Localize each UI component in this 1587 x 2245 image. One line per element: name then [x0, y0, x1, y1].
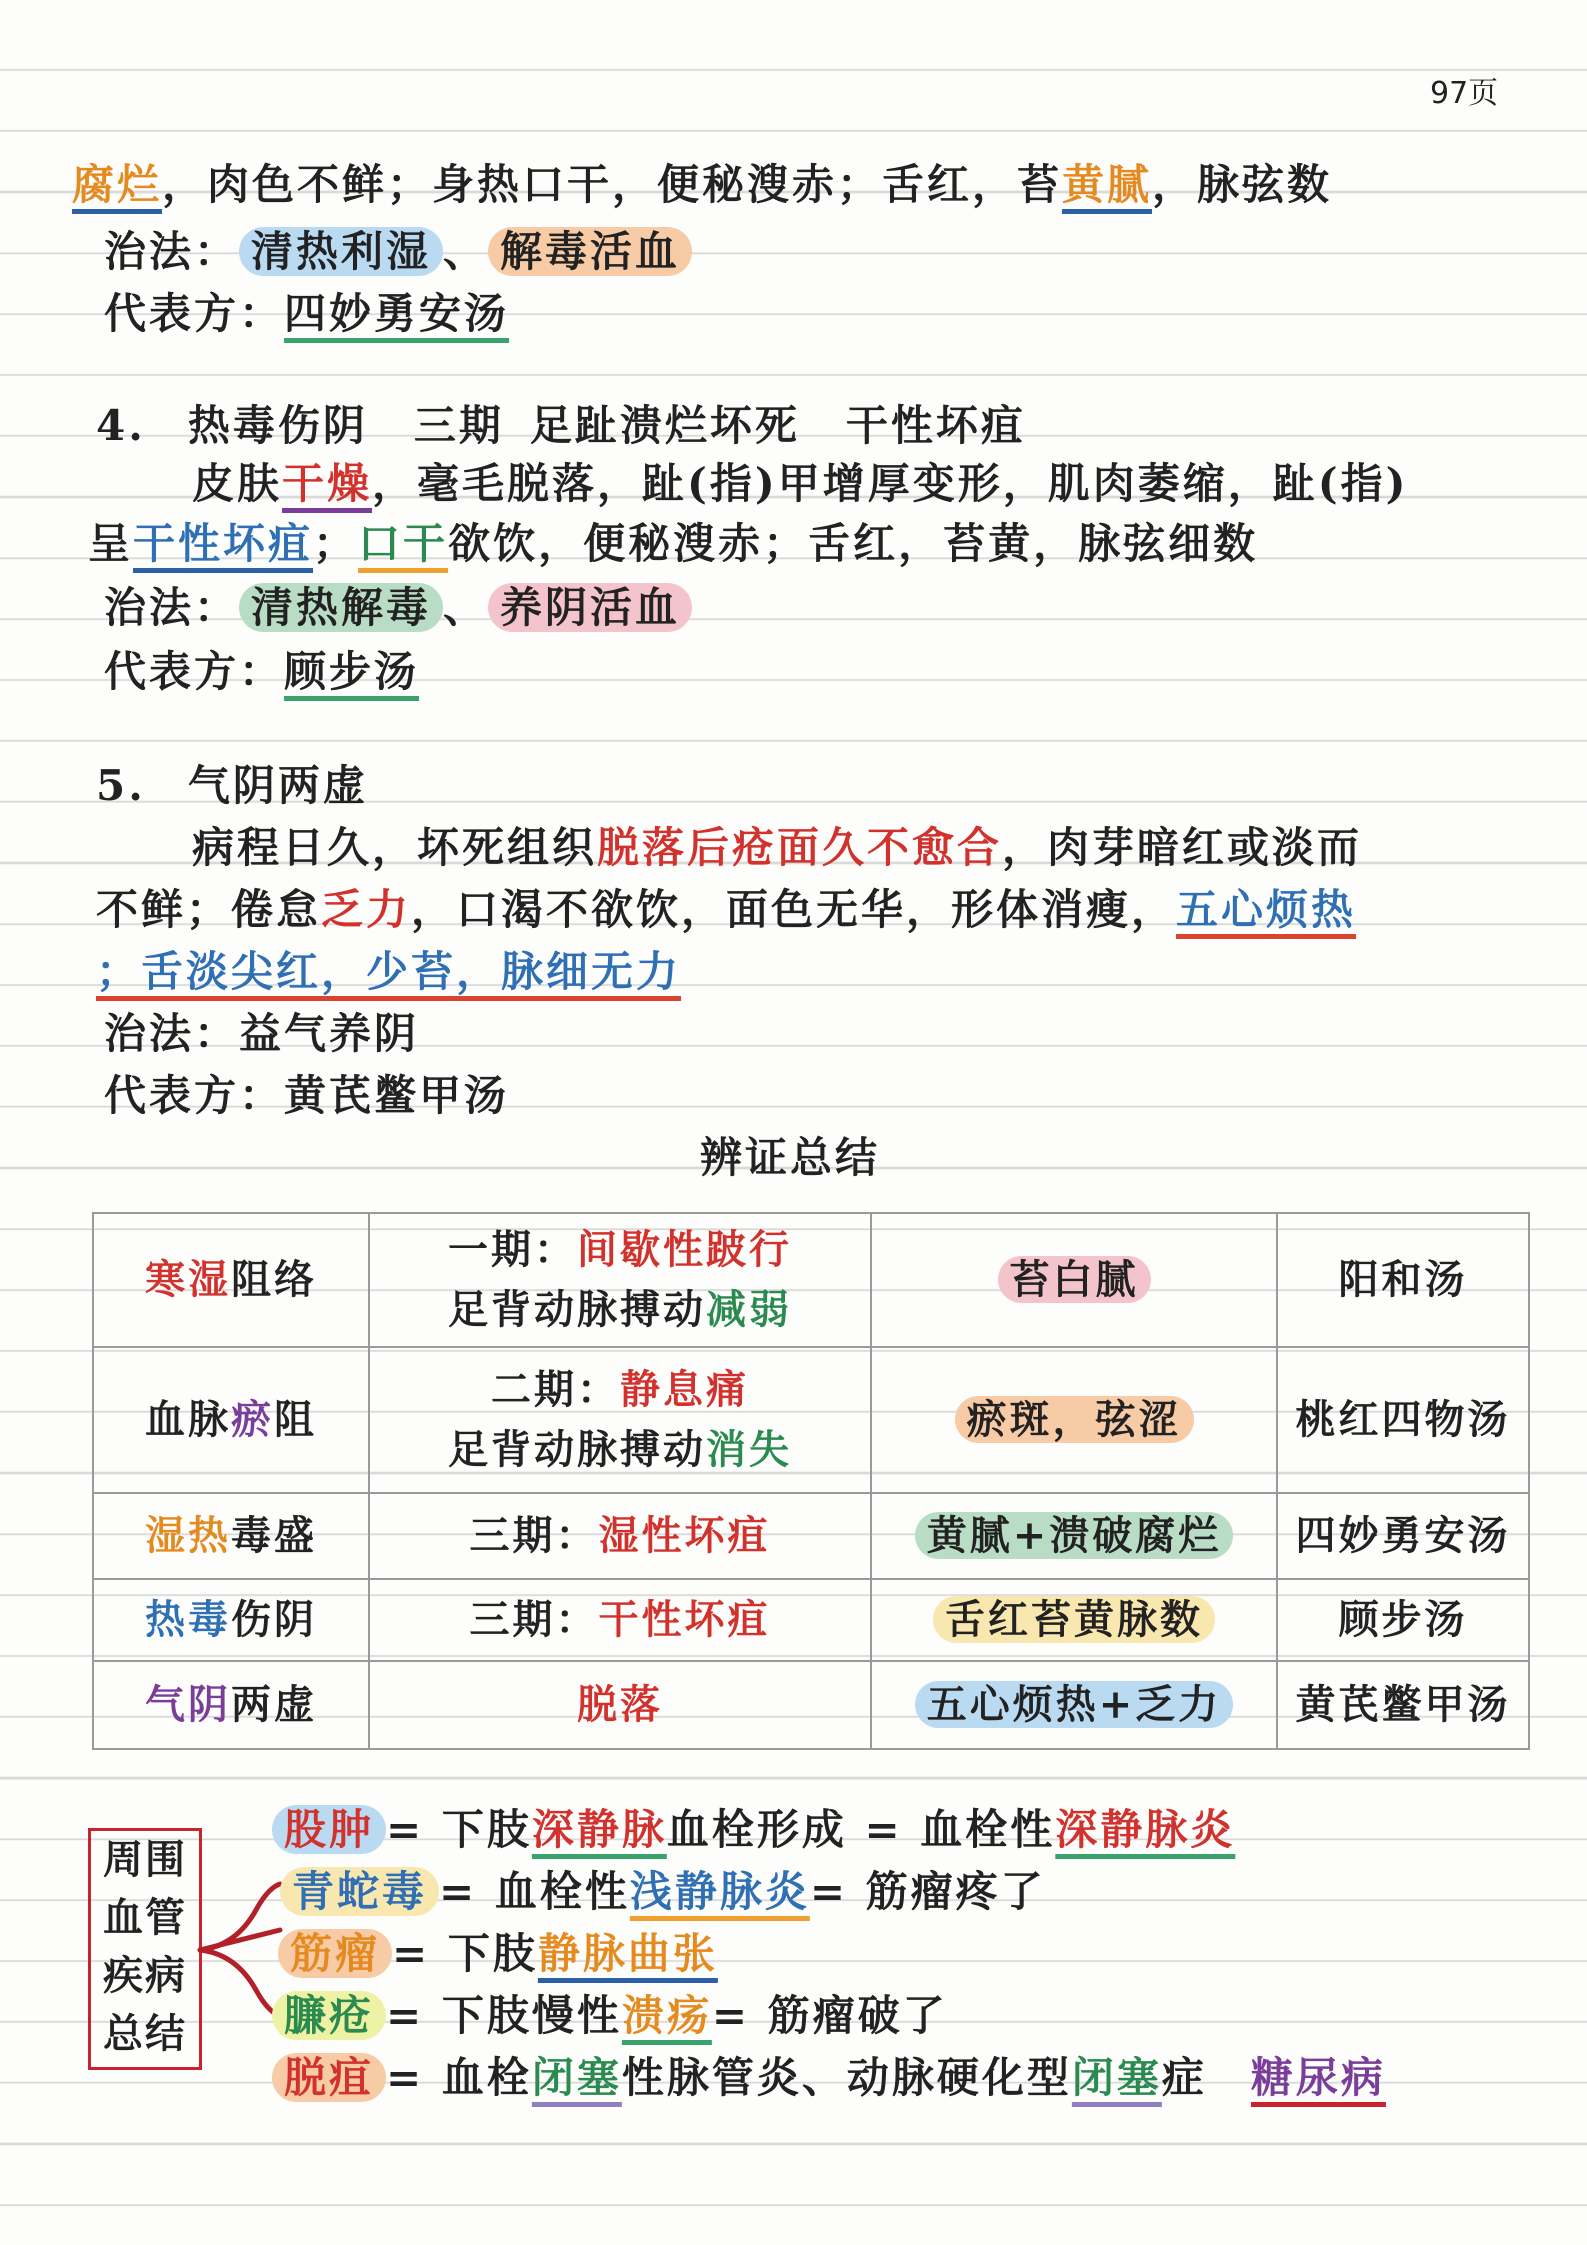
s5-heading — [96, 756, 368, 816]
formula-name: 顾步汤 — [284, 647, 420, 696]
treatment-b: 解毒活血 — [488, 227, 692, 276]
tongue: 五心烦热+乏力 — [915, 1681, 1234, 1728]
keyword: 静脉曲张 — [537, 1929, 718, 1978]
keyword-dry-gangrene: 干性坏疽 — [133, 519, 314, 568]
stage: 一期： — [448, 1226, 577, 1273]
pattern-a: 湿热 — [145, 1512, 231, 1559]
table-row — [93, 1661, 1529, 1749]
tongue-cell — [871, 1213, 1277, 1347]
pattern-b: 伤阴 — [231, 1596, 317, 1643]
heading-number: 5. — [96, 761, 146, 810]
treatment-text: 益气养阴 — [239, 1009, 420, 1058]
keyword: 溃疡 — [621, 1991, 712, 2040]
box-line: 总结 — [103, 2010, 187, 2057]
s4-treatment — [104, 578, 692, 638]
text: 性脉管炎、动脉硬化型 — [621, 2053, 1072, 2102]
text: = 筋瘤疼了 — [809, 1867, 1046, 1916]
treatment-label: 治法： — [104, 227, 240, 276]
s3-treatment — [104, 222, 692, 282]
pattern-b: 毒盛 — [231, 1512, 317, 1559]
text: 呈 — [88, 519, 134, 568]
pattern-b: 两虚 — [231, 1681, 317, 1728]
keyword-dry-mouth: 口干 — [358, 519, 449, 568]
stage-cell — [369, 1347, 871, 1493]
tongue: 黄腻+溃破腐烂 — [915, 1512, 1234, 1559]
vascular-line — [280, 1862, 1046, 1922]
tongue-cell — [871, 1493, 1277, 1579]
term: 筋瘤 — [278, 1929, 392, 1978]
term: 青蛇毒 — [280, 1867, 439, 1916]
term: 股肿 — [272, 1805, 386, 1854]
table-row — [93, 1579, 1529, 1661]
tongue: 瘀斑，弦涩 — [955, 1396, 1194, 1443]
s5-symptoms-line1 — [192, 818, 1362, 878]
text: = 血栓性 — [439, 1867, 630, 1916]
table-row — [93, 1213, 1529, 1347]
text: ，口渴不欲饮，面色无华，形体消瘦， — [411, 885, 1177, 934]
keyword: 浅静脉炎 — [629, 1867, 810, 1916]
heading-title: 热毒伤阴 — [187, 401, 368, 450]
stage-cell — [369, 1493, 871, 1579]
sign: 干性坏疽 — [598, 1596, 771, 1643]
keyword-wound: 脱落后疮面久不愈合 — [597, 823, 1003, 872]
s4-formula — [104, 642, 419, 702]
formula-name: 黄芪鳖甲汤 — [284, 1071, 510, 1120]
heading-stage: 三期 — [413, 401, 504, 450]
stage-cell — [369, 1213, 871, 1347]
pattern-b: 瘀 — [231, 1396, 274, 1443]
sep: 、 — [443, 227, 489, 276]
term: 臁疮 — [272, 1991, 386, 2040]
tongue: 苔白腻 — [998, 1256, 1151, 1303]
formula-cell — [1277, 1579, 1529, 1661]
treatment-label: 治法： — [104, 583, 240, 632]
text: = 下肢 — [386, 1805, 532, 1854]
text: 皮肤 — [192, 459, 283, 508]
text: = 下肢 — [392, 1929, 538, 1978]
pulse-change: 减弱 — [706, 1286, 792, 1333]
pattern-cell — [93, 1579, 369, 1661]
stage-cell — [369, 1661, 871, 1749]
stage-cell — [369, 1579, 871, 1661]
box-line: 周围 — [103, 1836, 187, 1883]
formula: 桃红四物汤 — [1295, 1396, 1511, 1443]
text: 不鲜；倦怠 — [96, 885, 322, 934]
formula-label: 代表方： — [104, 289, 285, 338]
text: 欲饮，便秘溲赤；舌红，苔黄，脉弦细数 — [448, 519, 1259, 568]
vascular-summary-box — [88, 1828, 202, 2070]
formula: 黄芪鳖甲汤 — [1295, 1681, 1511, 1728]
formula-cell — [1277, 1213, 1529, 1347]
treatment-b: 养阴活血 — [488, 583, 692, 632]
keyword: 闭塞 — [531, 2053, 622, 2102]
treatment-label: 治法： — [104, 1009, 240, 1058]
pulse: 足背动脉搏动 — [448, 1286, 706, 1333]
pattern-cell — [93, 1347, 369, 1493]
keyword-rot: 腐烂 — [72, 160, 163, 209]
vascular-line — [272, 1800, 1235, 1860]
pulse: 足背动脉搏动 — [448, 1426, 706, 1473]
s5-symptoms-line2 — [96, 880, 1356, 940]
summary-table — [92, 1212, 1530, 1750]
text: 症 — [1161, 2053, 1207, 2102]
summary-title: 辨证总结 — [700, 1133, 881, 1182]
s5-treatment — [104, 1004, 419, 1064]
sign: 脱落 — [577, 1681, 663, 1728]
sign: 静息痛 — [620, 1366, 749, 1413]
s3-formula — [104, 284, 509, 344]
keyword-dry: 干燥 — [282, 459, 373, 508]
formula: 阳和汤 — [1338, 1256, 1468, 1303]
formula-cell — [1277, 1347, 1529, 1493]
keyword-tongue-pulse: ；舌淡尖红，少苔，脉细无力 — [96, 947, 682, 996]
pattern-cell — [93, 1493, 369, 1579]
formula-cell — [1277, 1661, 1529, 1749]
pattern-cell — [93, 1661, 369, 1749]
tongue: 舌红苔黄脉数 — [933, 1596, 1215, 1643]
box-line: 血管 — [103, 1894, 187, 1941]
text: ，肉色不鲜；身热口干，便秘溲赤；舌红，苔 — [162, 160, 1063, 209]
s3-symptoms-line — [72, 155, 1332, 215]
formula-label: 代表方： — [104, 1071, 285, 1120]
keyword-diabetes: 糖尿病 — [1250, 2053, 1386, 2102]
s4-symptoms-line2 — [88, 514, 1258, 574]
keyword-yellow-greasy: 黄腻 — [1062, 160, 1153, 209]
sign: 间歇性跛行 — [577, 1226, 792, 1273]
keyword: 闭塞 — [1071, 2053, 1162, 2102]
text: = 下肢慢性 — [386, 1991, 622, 2040]
formula-name: 四妙勇安汤 — [284, 289, 510, 338]
pattern-c: 阻 — [274, 1396, 317, 1443]
sign: 湿性坏疽 — [598, 1512, 771, 1559]
box-line: 疾病 — [103, 1952, 187, 1999]
page-number: 97页 — [1430, 76, 1499, 111]
stage: 三期： — [469, 1596, 599, 1643]
s5-symptoms-line3 — [96, 942, 681, 1002]
formula-label: 代表方： — [104, 647, 285, 696]
text: ，肉芽暗红或淡而 — [1002, 823, 1363, 872]
text: 血栓形成 = 血栓性 — [666, 1805, 1056, 1854]
text: = 筋瘤破了 — [711, 1991, 948, 2040]
term: 脱疽 — [272, 2053, 386, 2102]
sep: 、 — [443, 583, 489, 632]
pattern-b: 阻络 — [231, 1256, 317, 1303]
pattern-cell — [93, 1213, 369, 1347]
keyword: 深静脉 — [531, 1805, 667, 1854]
s4-symptoms-line1 — [192, 454, 1409, 514]
text: ，脉弦数 — [1152, 160, 1333, 209]
s4-heading — [96, 396, 1026, 456]
s5-formula — [104, 1066, 509, 1126]
text: ，毫毛脱落，趾(指)甲增厚变形，肌肉萎缩，趾(指) — [372, 459, 1409, 508]
text: 病程日久，坏死组织 — [192, 823, 598, 872]
heading-desc: 足趾溃烂坏死 — [529, 401, 800, 450]
keyword: 深静脉炎 — [1055, 1805, 1236, 1854]
heading-type: 干性坏疽 — [845, 401, 1026, 450]
table-row — [93, 1493, 1529, 1579]
keyword-fatigue: 乏力 — [321, 885, 412, 934]
tongue-cell — [871, 1661, 1277, 1749]
stage: 三期： — [469, 1512, 599, 1559]
stage: 二期： — [491, 1366, 620, 1413]
formula-cell — [1277, 1493, 1529, 1579]
pattern-a: 热毒 — [145, 1596, 231, 1643]
treatment-a: 清热解毒 — [239, 583, 443, 632]
keyword-five-heart-heat: 五心烦热 — [1176, 885, 1357, 934]
pattern-a: 血脉 — [145, 1396, 231, 1443]
heading-title: 气阴两虚 — [187, 761, 368, 810]
text: = 血栓 — [386, 2053, 532, 2102]
vascular-line — [278, 1924, 718, 1984]
pulse-change: 消失 — [706, 1426, 792, 1473]
table-row — [93, 1347, 1529, 1493]
heading-number: 4. — [96, 401, 146, 450]
pattern-a: 气阴 — [145, 1681, 231, 1728]
vascular-line — [272, 1986, 948, 2046]
vascular-line — [272, 2048, 1386, 2108]
treatment-a: 清热利湿 — [239, 227, 443, 276]
tongue-cell — [871, 1347, 1277, 1493]
tongue-cell — [871, 1579, 1277, 1661]
formula: 顾步汤 — [1338, 1596, 1468, 1643]
formula: 四妙勇安汤 — [1295, 1512, 1511, 1559]
text: ； — [313, 519, 359, 568]
pattern-a: 寒湿 — [145, 1256, 231, 1303]
